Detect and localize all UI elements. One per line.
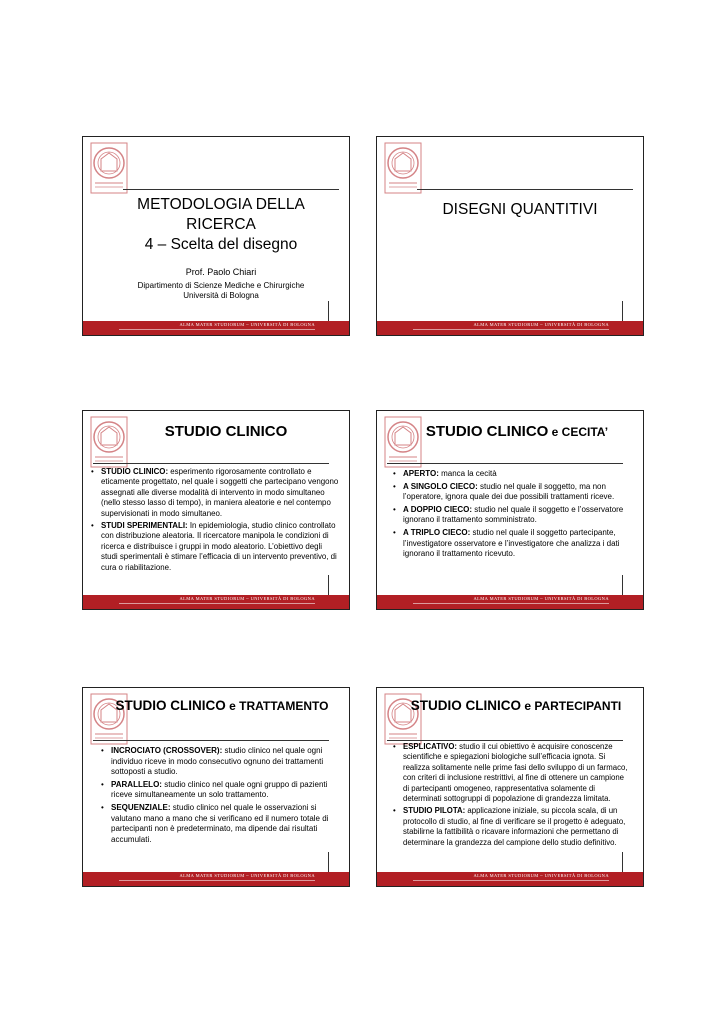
slide-title (399, 698, 633, 713)
divider (622, 575, 623, 595)
divider (622, 301, 623, 321)
slide-title (82, 136, 350, 336)
university-seal-icon (383, 141, 423, 195)
slide-footer (377, 872, 643, 886)
divider (93, 463, 329, 464)
list-item: • STUDIO CLINICO: esperimento rigorosamente controllato e eticamente progettato, nel quale i soggetti che partecipano vengono assegnati alle diverse modalità di intervento in modo simultaneo (nello stesso lasso di tempo), in maniera aleatorie e nel contempo supervisionati in modo simultaneo. (89, 467, 339, 519)
dept-line: Dipartimento di Scienze Mediche e Chirurgiche (137, 281, 305, 290)
list-item: • APERTO: manca la cecità (391, 469, 629, 480)
slide-title: STUDIO CLINICO (164, 423, 288, 440)
footer-university: ALMA MATER STUDIORUM ~ UNIVERSITÀ DI BOLOGNA (179, 596, 315, 601)
divider (123, 189, 339, 190)
footer-university: ALMA MATER STUDIORUM ~ UNIVERSITÀ DI BOLOGNA (473, 322, 609, 327)
title-main: STUDIO CLINICO (115, 698, 226, 713)
title-main: STUDIO CLINICO (425, 423, 549, 440)
footer-rule (413, 880, 609, 881)
department (123, 281, 319, 301)
footer-rule (119, 603, 315, 604)
bullet-list (391, 469, 629, 562)
slide-title (401, 423, 633, 440)
list-item: • SEQUENZIALE: studio clinico nel quale le osservazioni si valutano mano a mano che si verificano ed il numero totale di partecipanti non è predeterminato, ma dipende dai risultati accumulati. (99, 803, 333, 845)
footer-rule (119, 880, 315, 881)
footer-university: ALMA MATER STUDIORUM ~ UNIVERSITÀ DI BOLOGNA (179, 873, 315, 878)
slide-main-title (123, 195, 319, 255)
slide-footer (377, 321, 643, 335)
list-item: • STUDI SPERIMENTALI: In epidemiologia, studio clinico controllato con distribuzione aleatoria. Il ricercatore manipola le condizioni di ricerca e distribuisce i gruppi in modo aleatorio. L’obiettivo degli studi sperimentali è stimare l’efficacia di un intervento preventivo, di cura o riabilitazione. (89, 521, 339, 573)
footer-university: ALMA MATER STUDIORUM ~ UNIVERSITÀ DI BOLOGNA (473, 596, 609, 601)
divider (622, 852, 623, 872)
divider (387, 463, 623, 464)
divider (417, 189, 633, 190)
divider (93, 740, 329, 741)
list-item: • A TRIPLO CIECO: studio nel quale il soggetto partecipante, l’investigatore osservatore e l’investigatore che analizza i dati ignorano il trattamento ricevuto. (391, 528, 629, 560)
slide-footer (83, 321, 349, 335)
title-main: STUDIO CLINICO (410, 698, 521, 713)
slide-title (105, 698, 339, 713)
footer-rule (413, 329, 609, 330)
bullet-list (89, 467, 339, 575)
slide-studio-clinico (82, 410, 350, 610)
footer-university: ALMA MATER STUDIORUM ~ UNIVERSITÀ DI BOLOGNA (473, 873, 609, 878)
list-item: • PARALLELO: studio clinico nel quale ogni gruppo di pazienti riceve simultaneamente un solo trattamento. (99, 780, 333, 801)
slide-disegni (376, 136, 644, 336)
slide-footer (83, 872, 349, 886)
title-line: RICERCA (186, 216, 256, 233)
title-suffix: e TRATTAMENTO (225, 699, 329, 713)
slide-footer (377, 595, 643, 609)
bullet-list (391, 742, 629, 850)
slide-trattamento (82, 687, 350, 887)
title-suffix: e PARTECIPANTI (521, 699, 622, 713)
footer-rule (119, 329, 315, 330)
divider (328, 301, 329, 321)
divider (328, 575, 329, 595)
list-item: • A DOPPIO CIECO: studio nel quale il soggetto e l’osservatore ignorano il trattamento somministrato. (391, 505, 629, 526)
slide-footer (83, 595, 349, 609)
title-line: 4 – Scelta del disegno (144, 236, 298, 253)
university-seal-icon (89, 141, 129, 195)
slide-partecipanti (376, 687, 644, 887)
footer-university: ALMA MATER STUDIORUM ~ UNIVERSITÀ DI BOLOGNA (179, 322, 315, 327)
title-suffix: e CECITA’ (548, 425, 609, 439)
divider (328, 852, 329, 872)
footer-rule (413, 603, 609, 604)
list-item: • A SINGOLO CIECO: studio nel quale il soggetto, ma non l’operatore, ignora quale dei due possibili trattamenti riceve. (391, 482, 629, 503)
title-line: METODOLOGIA DELLA (137, 196, 305, 213)
divider (387, 740, 623, 741)
dept-line: Università di Bologna (183, 291, 259, 300)
list-item: • STUDIO PILOTA: applicazione iniziale, su piccola scala, di un protocollo di studio, al fine di verificare se il progetto è adeguato, stabilirne la fattibilità o ricavare informazioni che permettano di determinare la grandezza del campione dello studio definitivo. (391, 806, 629, 848)
list-item: • INCROCIATO (CROSSOVER): studio clinico nel quale ogni individuo riceve in modo consecutivo ognuno dei trattamenti sottoposti a studio. (99, 746, 333, 778)
slide-cecita (376, 410, 644, 610)
author: Prof. Paolo Chiari (185, 267, 257, 277)
slide-title: DISEGNI QUANTITIVI (442, 201, 598, 218)
bullet-list (99, 746, 333, 847)
list-item: • ESPLICATIVO: studio il cui obiettivo è acquisire conoscenze scientifiche e spiegazioni biologiche sull’efficacia ignota. Si realizza solitamente nelle prime fasi dello sviluppo di un farmaco, con criteri di inclusione restrittivi, al fine di ottenere un campione di partecipanti omogeneo, rappresentativa solamente di determinati sottogruppi di popolazione di grandezza limitata. (391, 742, 629, 804)
